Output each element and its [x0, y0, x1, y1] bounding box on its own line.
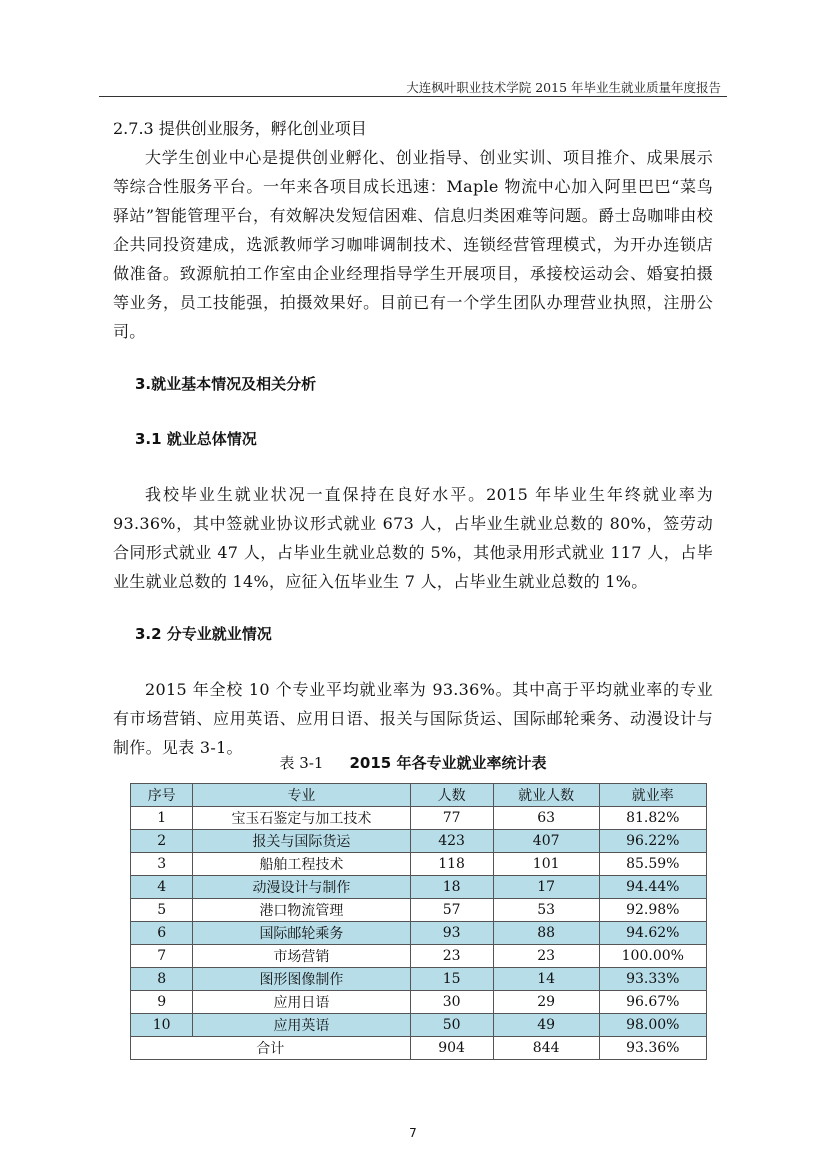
cell-employed: 407	[493, 830, 599, 853]
cell-major: 市场营销	[193, 945, 410, 968]
cell-rate: 92.98%	[599, 899, 706, 922]
table-row	[131, 1014, 707, 1037]
section-3-2-body: 2015 年全校 10 个专业平均就业率为 93.36%。其中高于平均就业率的专业有市场营销、应用英语、应用日语、报关与国际货运、国际邮轮乘务、动漫设计与制作。见表 3-1。	[113, 680, 713, 757]
cell-count: 23	[410, 945, 493, 968]
cell-count: 57	[410, 899, 493, 922]
cell-rate: 94.62%	[599, 922, 706, 945]
cell-employed: 88	[493, 922, 599, 945]
cell-rate: 96.67%	[599, 991, 706, 1014]
header-cell-count: 人数	[410, 784, 493, 807]
section-3-2-title: 3.2 分专业就业情况	[135, 625, 272, 643]
cell-major: 报关与国际货运	[193, 830, 410, 853]
cell-count: 15	[410, 968, 493, 991]
header-cell-rate: 就业率	[599, 784, 706, 807]
table-header-row	[131, 784, 707, 807]
cell-index: 7	[131, 945, 193, 968]
cell-index: 2	[131, 830, 193, 853]
table-row	[131, 807, 707, 830]
cell-rate: 100.00%	[599, 945, 706, 968]
section-2-7-3-body: 大学生创业中心是提供创业孵化、创业指导、创业实训、项目推介、成果展示等综合性服务平台。一年来各项目成长迅速：Maple 物流中心加入阿里巴巴“菜鸟驿站”智能管理平台，有效解决发短信困难、信息归类困难等问题。爵士岛咖啡由校企共同投资建成，选派教师学习咖啡调制技术、连锁经营管理模式，为开办连锁店做准备。致源航拍工作室由企业经理指导学生开展项目，承接校运动会、婚宴拍摄等业务，员工技能强，拍摄效果好。目前已有一个学生团队办理营业执照，注册公司。	[113, 148, 713, 341]
table-row	[131, 991, 707, 1014]
header-cell-major: 专业	[193, 784, 410, 807]
cell-rate: 98.00%	[599, 1014, 706, 1037]
table-row	[131, 876, 707, 899]
cell-major: 应用英语	[193, 1014, 410, 1037]
cell-major: 船舶工程技术	[193, 853, 410, 876]
cell-index: 8	[131, 968, 193, 991]
cell-employed: 23	[493, 945, 599, 968]
page-number: 7	[409, 1126, 417, 1140]
cell-major: 动漫设计与制作	[193, 876, 410, 899]
header-rule	[99, 96, 727, 97]
total-count: 904	[410, 1037, 493, 1060]
table-caption	[0, 752, 826, 773]
cell-employed: 53	[493, 899, 599, 922]
cell-count: 118	[410, 853, 493, 876]
cell-count: 93	[410, 922, 493, 945]
table-row	[131, 830, 707, 853]
total-employed: 844	[493, 1037, 599, 1060]
employment-rate-table	[130, 783, 707, 1060]
cell-count: 423	[410, 830, 493, 853]
running-header: 大连枫叶职业技术学院 2015 年毕业生就业质量年度报告	[406, 80, 721, 95]
total-rate: 93.36%	[599, 1037, 706, 1060]
cell-rate: 96.22%	[599, 830, 706, 853]
cell-index: 5	[131, 899, 193, 922]
total-label: 合计	[131, 1037, 411, 1060]
cell-employed: 49	[493, 1014, 599, 1037]
section-3-title: 3.就业基本情况及相关分析	[135, 375, 317, 393]
cell-index: 10	[131, 1014, 193, 1037]
cell-index: 6	[131, 922, 193, 945]
section-3-1-body: 我校毕业生就业状况一直保持在良好水平。2015 年毕业生年终就业率为 93.36%，其中签就业协议形式就业 673 人，占毕业生就业总数的 80%，签劳动合同形式就业 47 人，占毕业生就业总数的 5%，其他录用形式就业 117 人，占毕业生就业总数的 14%，应征入伍毕业生 7 人，占毕业生就业总数的 1%。	[113, 485, 713, 591]
cell-employed: 14	[493, 968, 599, 991]
cell-employed: 17	[493, 876, 599, 899]
cell-rate: 94.44%	[599, 876, 706, 899]
table-total-row	[131, 1037, 707, 1060]
table-row	[131, 945, 707, 968]
section-2-7-3-title: 2.7.3 提供创业服务，孵化创业项目	[113, 119, 367, 138]
table-number: 表 3-1	[279, 754, 324, 772]
cell-employed: 101	[493, 853, 599, 876]
cell-rate: 93.33%	[599, 968, 706, 991]
page-body	[113, 114, 713, 762]
table-title: 2015 年各专业就业率统计表	[349, 754, 547, 772]
cell-rate: 85.59%	[599, 853, 706, 876]
cell-employed: 63	[493, 807, 599, 830]
cell-rate: 81.82%	[599, 807, 706, 830]
cell-index: 3	[131, 853, 193, 876]
header-cell-index: 序号	[131, 784, 193, 807]
cell-count: 18	[410, 876, 493, 899]
cell-employed: 29	[493, 991, 599, 1014]
cell-major: 港口物流管理	[193, 899, 410, 922]
table-row	[131, 922, 707, 945]
cell-major: 国际邮轮乘务	[193, 922, 410, 945]
cell-count: 50	[410, 1014, 493, 1037]
section-3-1-title: 3.1 就业总体情况	[135, 430, 257, 448]
cell-major: 图形图像制作	[193, 968, 410, 991]
cell-count: 30	[410, 991, 493, 1014]
cell-major: 应用日语	[193, 991, 410, 1014]
cell-count: 77	[410, 807, 493, 830]
table-row	[131, 968, 707, 991]
header-cell-employed: 就业人数	[493, 784, 599, 807]
table-row	[131, 899, 707, 922]
cell-index: 4	[131, 876, 193, 899]
table-row	[131, 853, 707, 876]
cell-index: 9	[131, 991, 193, 1014]
cell-major: 宝玉石鉴定与加工技术	[193, 807, 410, 830]
cell-index: 1	[131, 807, 193, 830]
